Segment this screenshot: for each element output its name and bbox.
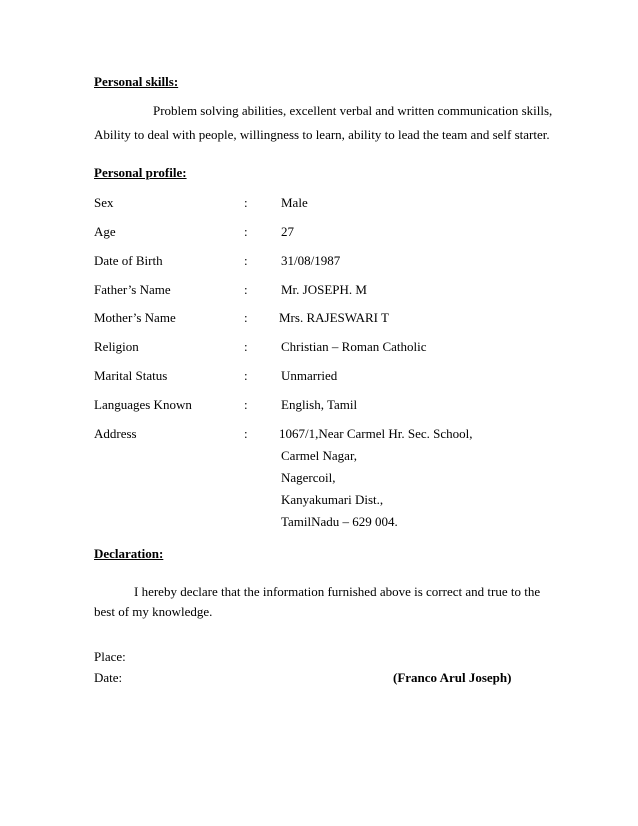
profile-colon: : xyxy=(244,195,248,210)
profile-colon: : xyxy=(244,339,248,354)
profile-label: Marital Status xyxy=(94,368,168,383)
profile-label: Age xyxy=(94,224,116,239)
personal-skills-heading: Personal skills: xyxy=(94,74,179,89)
address-line: Kanyakumari Dist., xyxy=(281,492,384,507)
profile-row-marital-status xyxy=(94,368,554,386)
profile-value: Unmarried xyxy=(281,368,338,383)
profile-value: English, Tamil xyxy=(281,397,358,412)
date-label: Date: xyxy=(94,670,123,685)
profile-label: Sex xyxy=(94,195,114,210)
signature-name: (Franco Arul Joseph) xyxy=(393,670,512,685)
profile-label: Date of Birth xyxy=(94,253,163,268)
profile-row-sex xyxy=(94,195,554,213)
profile-colon: : xyxy=(244,368,248,383)
profile-label: Father’s Name xyxy=(94,282,171,297)
profile-value: Mrs. RAJESWARI T xyxy=(279,310,389,325)
declaration-heading: Declaration: xyxy=(94,546,164,561)
profile-colon: : xyxy=(244,397,248,412)
address-line: Nagercoil, xyxy=(281,470,336,485)
profile-colon: : xyxy=(244,253,248,268)
profile-value: 27 xyxy=(281,224,294,239)
profile-label: Languages Known xyxy=(94,397,192,412)
profile-row-mothers-name xyxy=(94,310,554,328)
profile-value: 31/08/1987 xyxy=(281,253,341,268)
address-line: TamilNadu – 629 004. xyxy=(281,514,398,529)
profile-value: 1067/1,Near Carmel Hr. Sec. School, xyxy=(279,426,473,441)
profile-value: Christian – Roman Catholic xyxy=(281,339,427,354)
profile-row-languages-known xyxy=(94,397,554,415)
declaration-text-line2: best of my knowledge. xyxy=(94,604,213,619)
profile-colon: : xyxy=(244,224,248,239)
profile-label: Religion xyxy=(94,339,139,354)
address-line: Carmel Nagar, xyxy=(281,448,358,463)
profile-row-address xyxy=(94,426,554,444)
profile-label: Address xyxy=(94,426,137,441)
declaration-text-line1: I hereby declare that the information furnished above is correct and true to the xyxy=(134,584,541,599)
profile-row-religion xyxy=(94,339,554,357)
profile-row-fathers-name xyxy=(94,282,554,300)
personal-profile-heading: Personal profile: xyxy=(94,165,187,180)
place-label: Place: xyxy=(94,649,126,664)
profile-value: Mr. JOSEPH. M xyxy=(281,282,367,297)
personal-skills-text-line1: Problem solving abilities, excellent verbal and written communication skills, xyxy=(153,103,553,118)
profile-value: Male xyxy=(281,195,308,210)
address-continued xyxy=(281,448,398,536)
profile-row-date-of-birth xyxy=(94,253,554,271)
profile-label: Mother’s Name xyxy=(94,310,176,325)
profile-colon: : xyxy=(244,426,248,441)
profile-row-age xyxy=(94,224,554,242)
profile-colon: : xyxy=(244,310,248,325)
personal-skills-text-line2: Ability to deal with people, willingness to learn, ability to lead the team and self starter. xyxy=(94,127,550,142)
profile-colon: : xyxy=(244,282,248,297)
